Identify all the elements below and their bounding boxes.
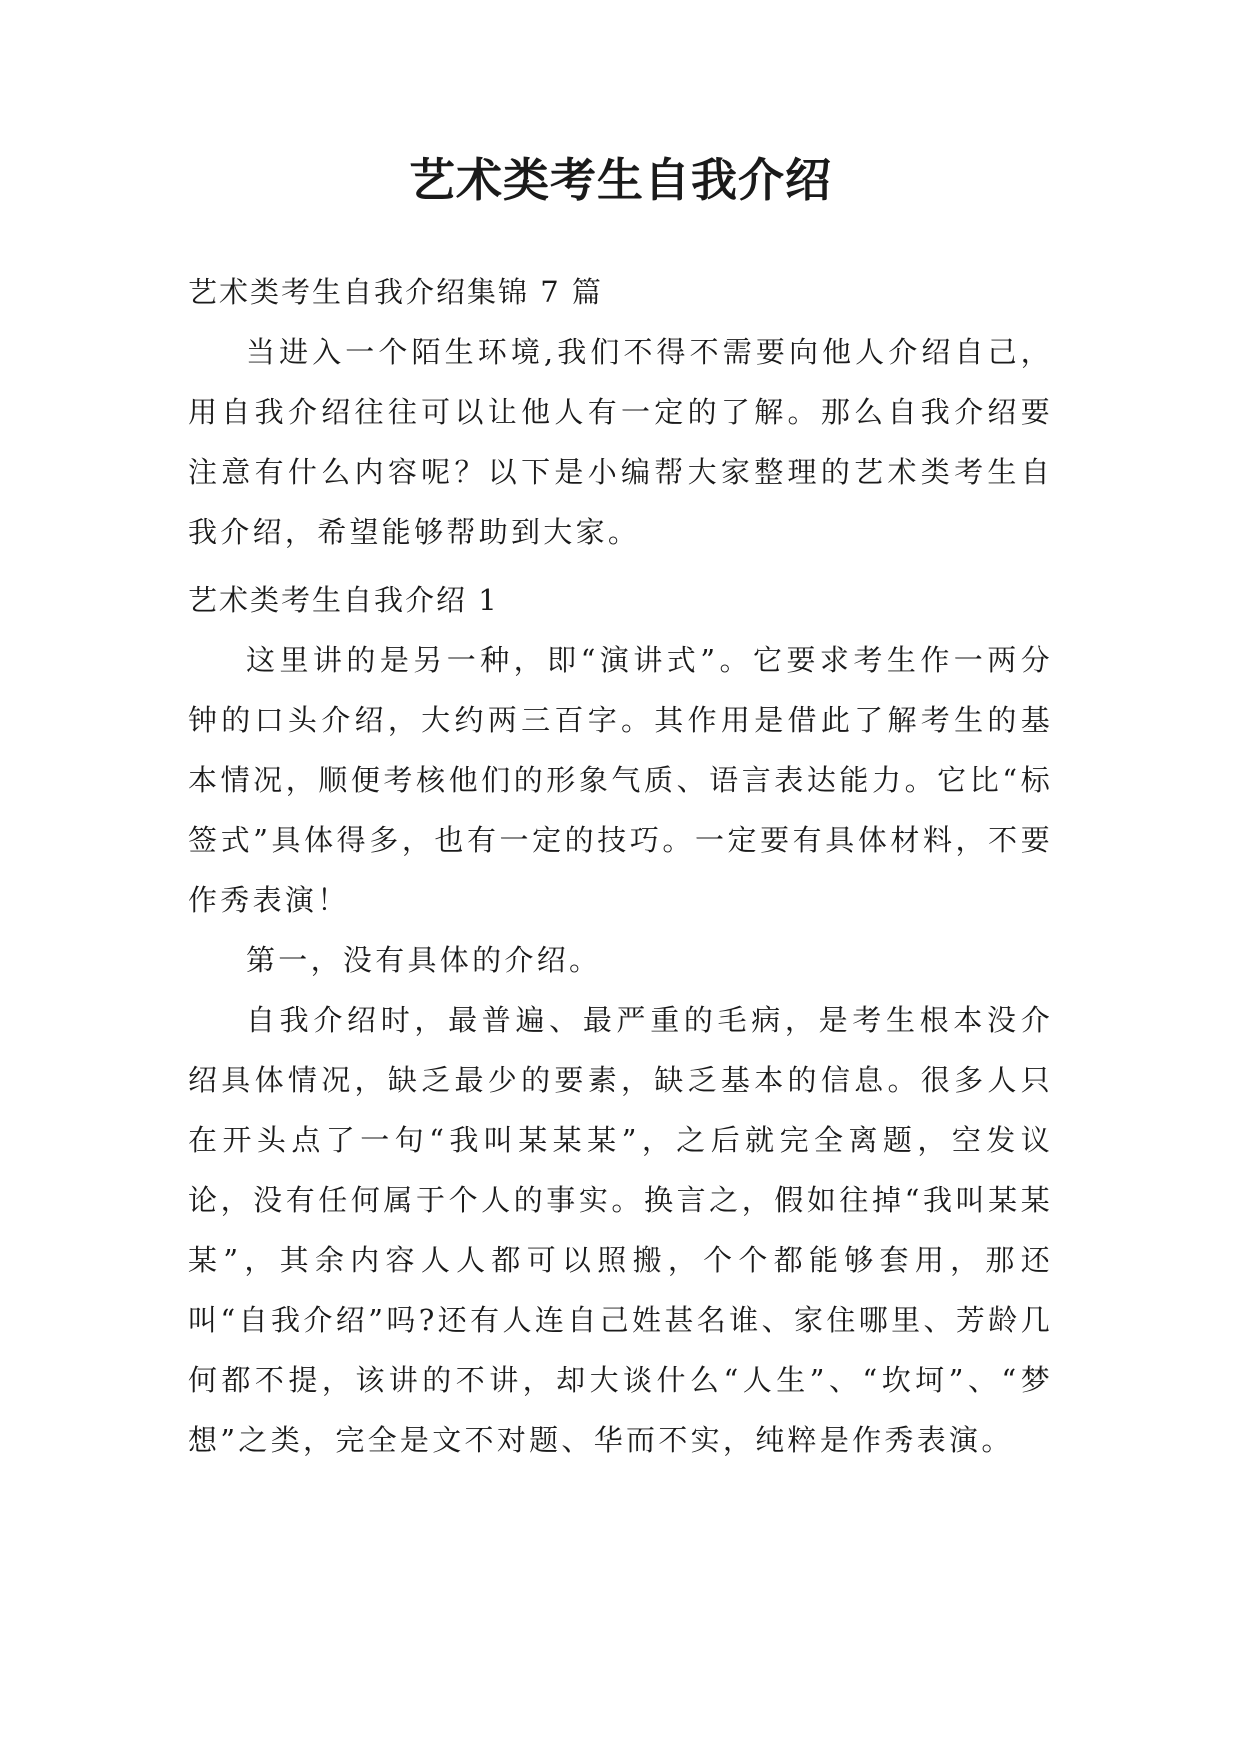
section-1-paragraph: 自我介绍时，最普遍、最严重的毛病，是考生根本没介绍具体情况，缺乏最少的要素，缺乏基本的信息。很多人只在开头点了一句“我叫某某某”，之后就完全离题，空发议论，没有任何属于个人的事实。换言之，假如往掉“我叫某某某”，其余内容人人都可以照搬，个个都能够套用，那还叫“自我介绍”吗?还有人连自己姓甚名谁、家住哪里、芳龄几何都不提，该讲的不讲，却大谈什么“人生”、“坎坷”、“梦想”之类，完全是文不对题、华而不实，纯粹是作秀表演。 xyxy=(188,1003,1053,1457)
section-1-paragraph: 第一，没有具体的介绍。 xyxy=(246,943,602,977)
section-1-paragraph: 这里讲的是另一种，即“演讲式”。它要求考生作一两分钟的口头介绍，大约两三百字。其作用是借此了解考生的基本情况，顺便考核他们的形象气质、语言表达能力。它比“标签式”具体得多，也有一定的技巧。一定要有具体材料，不要作秀表演！ xyxy=(188,643,1053,917)
intro-paragraph: 当进入一个陌生环境,我们不得不需要向他人介绍自己，用自我介绍往往可以让他人有一定的了解。那么自我介绍要注意有什么内容呢？以下是小编帮大家整理的艺术类考生自我介绍，希望能够帮助到大家。 xyxy=(188,335,1053,549)
section-1-heading: 艺术类考生自我介绍 1 xyxy=(188,583,499,617)
collection-heading: 艺术类考生自我介绍集锦 7 篇 xyxy=(188,275,603,309)
intro-block xyxy=(188,262,1053,562)
section-1 xyxy=(188,570,1053,1470)
document-title: 艺术类考生自我介绍 xyxy=(409,153,832,207)
